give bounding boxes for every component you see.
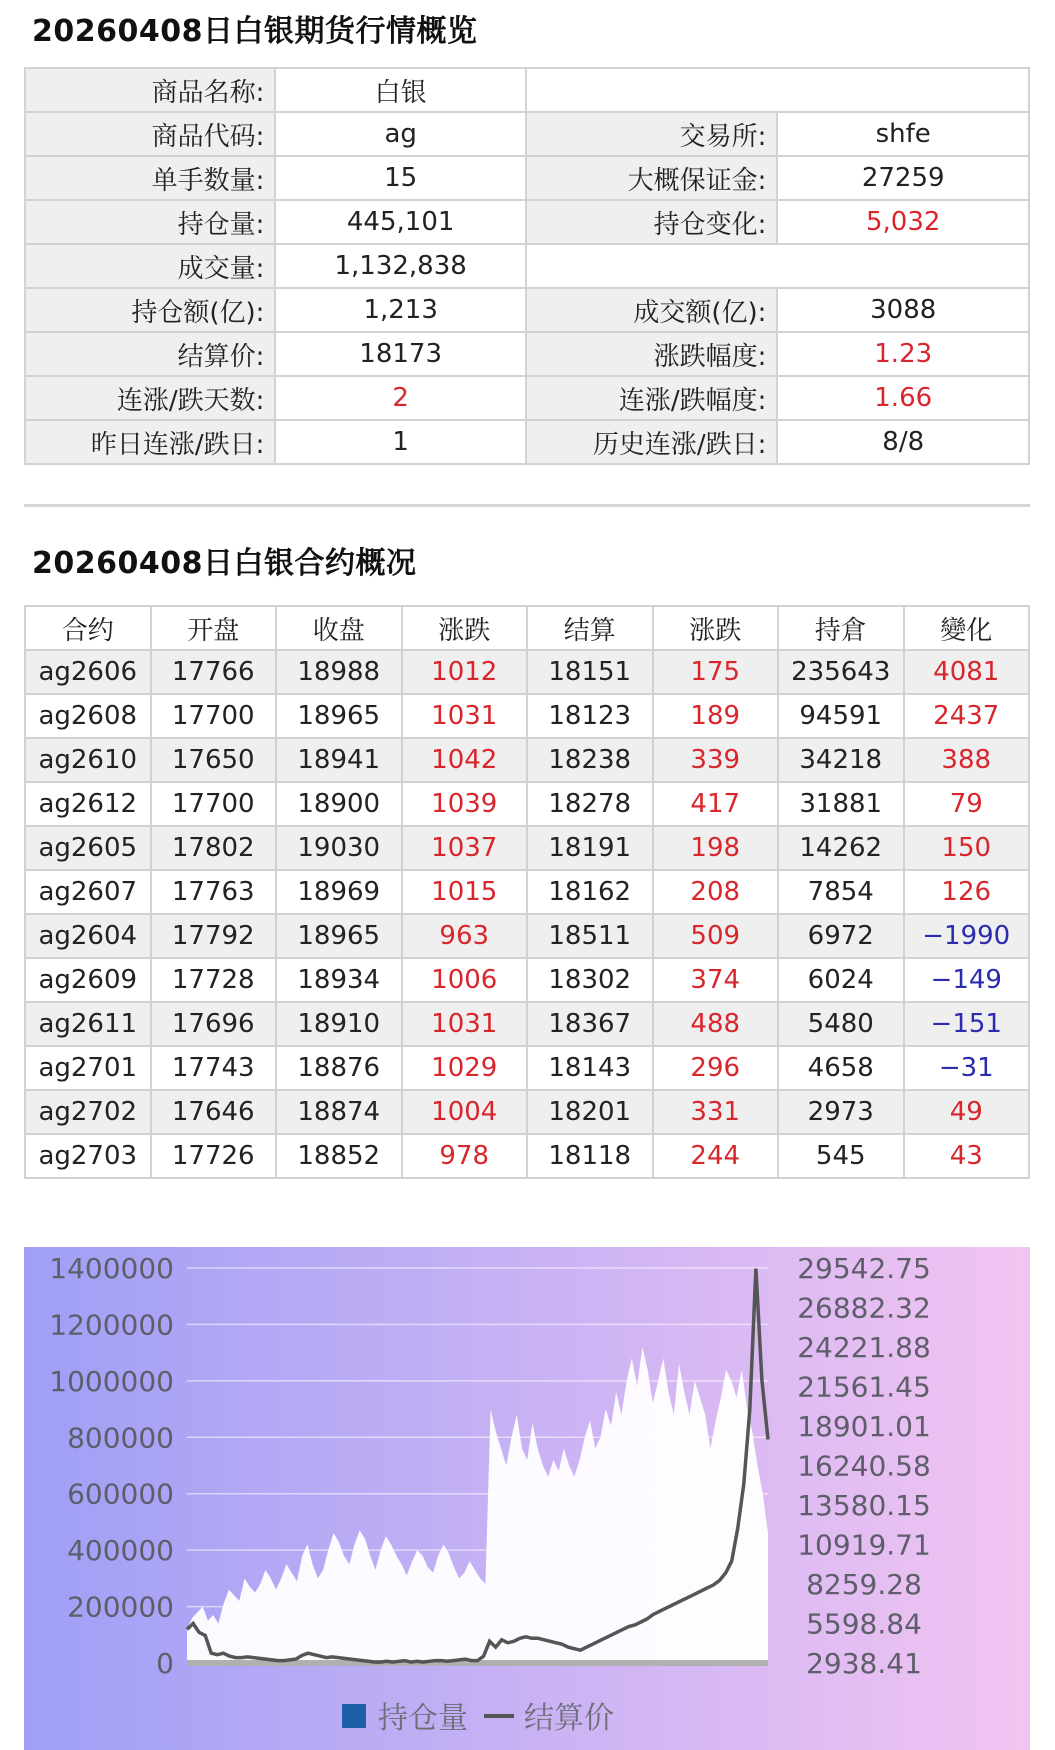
right-axis-tick: 29542.75 [797, 1252, 931, 1285]
table-cell: 18123 [527, 694, 653, 738]
column-header: 持倉 [778, 606, 904, 650]
field-label: 商品名称: [25, 68, 275, 112]
table-cell: 1029 [402, 1046, 528, 1090]
table-cell: 18143 [527, 1046, 653, 1090]
table-cell: 18934 [276, 958, 402, 1002]
table-cell: 1012 [402, 650, 528, 694]
table-cell: 2973 [778, 1090, 904, 1134]
table-cell: 339 [653, 738, 779, 782]
field-label [526, 244, 1029, 288]
table-row [25, 1002, 1029, 1046]
table-row [25, 650, 1029, 694]
left-axis-tick: 400000 [67, 1534, 174, 1568]
right-axis-tick: 18901.01 [797, 1410, 931, 1443]
field-label: 单手数量: [25, 156, 275, 200]
right-axis-tick: 10919.71 [797, 1528, 931, 1562]
table-cell: 17802 [151, 826, 277, 870]
column-header: 结算 [527, 606, 653, 650]
table-row [25, 1090, 1029, 1134]
table-row [25, 738, 1029, 782]
legend-swatch-open-interest [342, 1704, 366, 1728]
table-cell: 1042 [402, 738, 528, 782]
table-row [25, 914, 1029, 958]
table-cell: 374 [653, 958, 779, 1002]
table-cell: 18852 [276, 1134, 402, 1178]
right-axis-tick: 13580.15 [797, 1489, 931, 1522]
left-axis-tick: 600000 [67, 1477, 174, 1511]
table-cell: 175 [653, 650, 779, 694]
table-cell: ag2701 [25, 1046, 151, 1090]
table-cell: 17650 [151, 738, 277, 782]
field-value: 1 [275, 420, 525, 464]
overview-row [25, 244, 1029, 288]
table-row [25, 870, 1029, 914]
field-value: 1.23 [777, 332, 1029, 376]
table-cell: 17763 [151, 870, 277, 914]
section-divider [24, 504, 1030, 507]
table-cell: 18965 [276, 694, 402, 738]
table-cell: 34218 [778, 738, 904, 782]
right-axis-tick: 21561.45 [797, 1370, 931, 1404]
table-cell: 18201 [527, 1090, 653, 1134]
field-label: 连涨/跌天数: [25, 376, 275, 420]
right-axis-tick: 26882.32 [797, 1291, 931, 1325]
table-cell: ag2611 [25, 1002, 151, 1046]
field-value: 8/8 [777, 420, 1029, 464]
table-cell: 17696 [151, 1002, 277, 1046]
field-value: 2 [275, 376, 525, 420]
field-label: 交易所: [526, 112, 778, 156]
table-cell: 235643 [778, 650, 904, 694]
table-cell: 18969 [276, 870, 402, 914]
table-row [25, 826, 1029, 870]
table-cell: ag2702 [25, 1090, 151, 1134]
overview-row [25, 156, 1029, 200]
table-cell: 17646 [151, 1090, 277, 1134]
table-cell: −151 [904, 1002, 1030, 1046]
left-axis-tick: 1400000 [49, 1252, 174, 1285]
table-cell: 1031 [402, 694, 528, 738]
table-row [25, 1046, 1029, 1090]
field-label: 持仓额(亿): [25, 288, 275, 332]
overview-row [25, 376, 1029, 420]
table-cell: 1006 [402, 958, 528, 1002]
column-header: 收盘 [276, 606, 402, 650]
table-cell: 388 [904, 738, 1030, 782]
field-label: 持仓量: [25, 200, 275, 244]
field-label: 昨日连涨/跌日: [25, 420, 275, 464]
table-cell: ag2607 [25, 870, 151, 914]
table-cell: −31 [904, 1046, 1030, 1090]
table-cell: 488 [653, 1002, 779, 1046]
table-cell: 79 [904, 782, 1030, 826]
contracts-table [24, 605, 1030, 1179]
field-value: 1,132,838 [275, 244, 525, 288]
table-cell: 18876 [276, 1046, 402, 1090]
right-axis-tick: 2938.41 [806, 1647, 922, 1680]
table-cell: 18965 [276, 914, 402, 958]
table-cell: 296 [653, 1046, 779, 1090]
left-axis-tick: 1000000 [49, 1364, 174, 1398]
field-value: ag [275, 112, 525, 156]
table-cell: ag2604 [25, 914, 151, 958]
field-value: 白银 [275, 68, 525, 112]
table-cell: 509 [653, 914, 779, 958]
table-cell: 49 [904, 1090, 1030, 1134]
table-cell: 17700 [151, 694, 277, 738]
table-header-row [25, 606, 1029, 650]
field-value: 27259 [777, 156, 1029, 200]
field-value: 1,213 [275, 288, 525, 332]
field-label: 持仓变化: [526, 200, 778, 244]
chart-area [24, 1247, 1030, 1750]
table-cell: 5480 [778, 1002, 904, 1046]
overview-row [25, 112, 1029, 156]
column-header: 开盘 [151, 606, 277, 650]
table-cell: 18191 [527, 826, 653, 870]
table-cell: 417 [653, 782, 779, 826]
table-cell: ag2609 [25, 958, 151, 1002]
table-cell: 208 [653, 870, 779, 914]
field-label: 涨跌幅度: [526, 332, 778, 376]
table-cell: 331 [653, 1090, 779, 1134]
overview-title: 20260408日白银期货行情概览 [32, 14, 478, 49]
table-cell: 18367 [527, 1002, 653, 1046]
field-value: shfe [777, 112, 1029, 156]
field-value: 5,032 [777, 200, 1029, 244]
table-cell: ag2605 [25, 826, 151, 870]
overview-row [25, 420, 1029, 464]
field-value: 1.66 [777, 376, 1029, 420]
open-interest-settlement-chart [24, 1247, 1030, 1750]
table-cell: ag2610 [25, 738, 151, 782]
table-cell: 7854 [778, 870, 904, 914]
table-cell: 18118 [527, 1134, 653, 1178]
table-cell: 17700 [151, 782, 277, 826]
table-cell: 17792 [151, 914, 277, 958]
right-axis-tick: 8259.28 [806, 1568, 922, 1601]
table-cell: 18162 [527, 870, 653, 914]
table-cell: 17766 [151, 650, 277, 694]
field-value: 18173 [275, 332, 525, 376]
table-cell: −149 [904, 958, 1030, 1002]
table-cell: 244 [653, 1134, 779, 1178]
field-label [526, 68, 1029, 112]
table-cell: 17743 [151, 1046, 277, 1090]
column-header: 涨跌 [402, 606, 528, 650]
table-cell: 14262 [778, 826, 904, 870]
table-cell: 198 [653, 826, 779, 870]
table-cell: 1031 [402, 1002, 528, 1046]
overview-row [25, 68, 1029, 112]
table-cell: 94591 [778, 694, 904, 738]
table-cell: 31881 [778, 782, 904, 826]
field-label: 成交额(亿): [526, 288, 778, 332]
table-cell: 963 [402, 914, 528, 958]
right-axis-tick: 5598.84 [806, 1607, 922, 1641]
table-cell: 18238 [527, 738, 653, 782]
table-cell: 6972 [778, 914, 904, 958]
table-cell: 189 [653, 694, 779, 738]
table-cell: 1037 [402, 826, 528, 870]
table-cell: −1990 [904, 914, 1030, 958]
field-value: 15 [275, 156, 525, 200]
field-label: 商品代码: [25, 112, 275, 156]
table-row [25, 958, 1029, 1002]
table-cell: 18278 [527, 782, 653, 826]
table-cell: ag2703 [25, 1134, 151, 1178]
field-label: 大概保证金: [526, 156, 778, 200]
legend-label-settlement: 结算价 [524, 1701, 614, 1736]
overview-row [25, 200, 1029, 244]
table-cell: 1015 [402, 870, 528, 914]
table-cell: 545 [778, 1134, 904, 1178]
table-cell: 4081 [904, 650, 1030, 694]
left-axis-tick: 0 [156, 1647, 174, 1680]
table-cell: ag2608 [25, 694, 151, 738]
left-axis-tick: 1200000 [49, 1308, 174, 1342]
table-cell: ag2606 [25, 650, 151, 694]
table-cell: 17726 [151, 1134, 277, 1178]
contracts-title: 20260408日白银合约概况 [32, 546, 417, 581]
table-cell: ag2612 [25, 782, 151, 826]
field-label: 历史连涨/跌日: [526, 420, 778, 464]
table-cell: 18910 [276, 1002, 402, 1046]
right-axis-tick: 24221.88 [797, 1331, 931, 1364]
left-axis-tick: 800000 [67, 1421, 174, 1455]
table-cell: 18302 [527, 958, 653, 1002]
right-axis-tick: 16240.58 [797, 1449, 931, 1483]
table-row [25, 1134, 1029, 1178]
overview-table [24, 67, 1030, 465]
table-cell: 126 [904, 870, 1030, 914]
table-cell: 18151 [527, 650, 653, 694]
table-row [25, 694, 1029, 738]
overview-row [25, 332, 1029, 376]
field-label: 成交量: [25, 244, 275, 288]
table-cell: 1004 [402, 1090, 528, 1134]
table-cell: 978 [402, 1134, 528, 1178]
open-interest-area [187, 1347, 768, 1663]
table-cell: 18988 [276, 650, 402, 694]
table-cell: 19030 [276, 826, 402, 870]
table-cell: 18511 [527, 914, 653, 958]
field-value: 445,101 [275, 200, 525, 244]
overview-row [25, 288, 1029, 332]
table-cell: 2437 [904, 694, 1030, 738]
table-row [25, 782, 1029, 826]
field-label: 连涨/跌幅度: [526, 376, 778, 420]
legend-label-open-interest: 持仓量 [378, 1701, 468, 1736]
column-header: 變化 [904, 606, 1030, 650]
table-cell: 150 [904, 826, 1030, 870]
left-axis-tick: 200000 [67, 1590, 174, 1624]
table-cell: 1039 [402, 782, 528, 826]
table-cell: 4658 [778, 1046, 904, 1090]
table-cell: 17728 [151, 958, 277, 1002]
column-header: 合约 [25, 606, 151, 650]
table-cell: 18941 [276, 738, 402, 782]
table-cell: 18874 [276, 1090, 402, 1134]
table-cell: 18900 [276, 782, 402, 826]
table-cell: 43 [904, 1134, 1030, 1178]
table-cell: 6024 [778, 958, 904, 1002]
column-header: 涨跌 [653, 606, 779, 650]
field-value: 3088 [777, 288, 1029, 332]
field-label: 结算价: [25, 332, 275, 376]
